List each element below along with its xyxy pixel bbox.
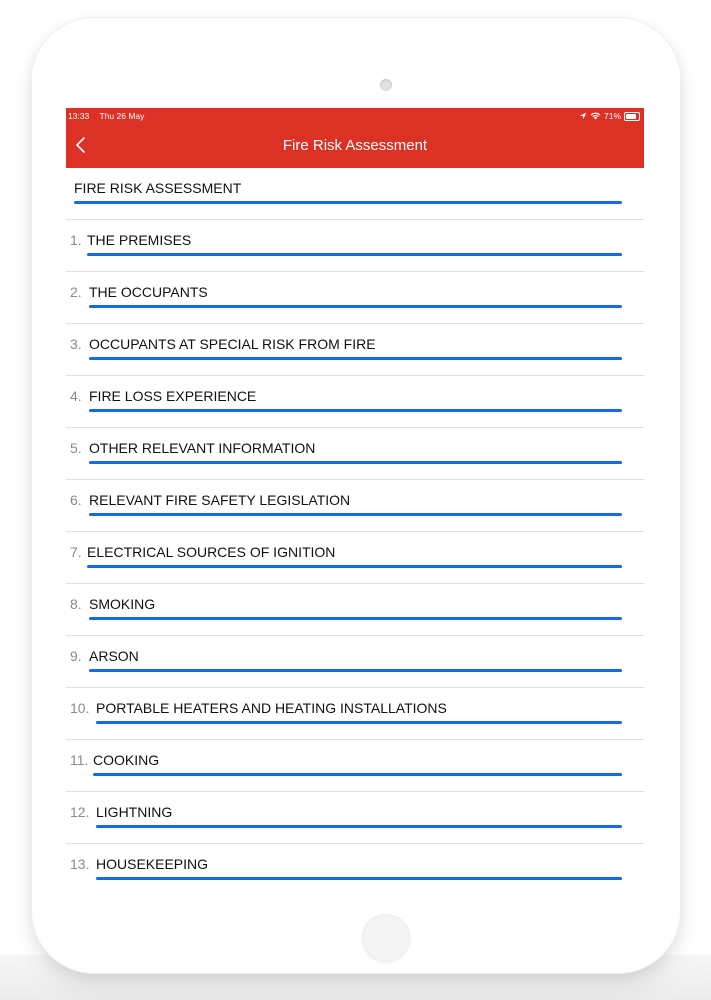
section-number: 8. xyxy=(70,596,82,612)
section-number: 4. xyxy=(70,388,82,404)
section-label: SMOKING xyxy=(89,596,156,612)
section-underline xyxy=(74,201,622,204)
section-label: FIRE LOSS EXPERIENCE xyxy=(89,388,257,404)
section-row[interactable] xyxy=(66,688,644,740)
section-row[interactable] xyxy=(66,480,644,532)
section-label: HOUSEKEEPING xyxy=(96,856,209,872)
status-date: Thu 26 May xyxy=(99,111,145,121)
section-row[interactable] xyxy=(66,272,644,324)
section-label: ARSON xyxy=(89,648,139,664)
section-underline xyxy=(87,565,622,568)
section-underline xyxy=(96,825,622,828)
section-label: THE OCCUPANTS xyxy=(89,284,208,300)
section-number: 5. xyxy=(70,440,82,456)
section-row[interactable] xyxy=(66,532,644,584)
section-number: 9. xyxy=(70,648,82,664)
status-bar xyxy=(66,108,644,124)
status-time: 13:33 xyxy=(68,111,90,121)
section-row[interactable] xyxy=(66,168,644,220)
section-underline xyxy=(89,409,622,412)
section-number: 12. xyxy=(70,804,90,820)
section-label: PORTABLE HEATERS AND HEATING INSTALLATIONS xyxy=(96,700,447,716)
section-row[interactable] xyxy=(66,584,644,636)
section-row[interactable] xyxy=(66,324,644,376)
section-label: RELEVANT FIRE SAFETY LEGISLATION xyxy=(89,492,351,508)
section-number: 3. xyxy=(70,336,82,352)
section-number: 7. xyxy=(70,544,82,560)
section-underline xyxy=(89,669,622,672)
section-number: 11. xyxy=(70,752,89,768)
section-label: LIGHTNING xyxy=(96,804,173,820)
section-underline xyxy=(89,357,622,360)
section-label: ELECTRICAL SOURCES OF IGNITION xyxy=(87,544,336,560)
section-number: 2. xyxy=(70,284,82,300)
location-arrow-icon xyxy=(579,112,587,120)
section-underline xyxy=(89,617,622,620)
section-label: OTHER RELEVANT INFORMATION xyxy=(89,440,316,456)
section-number: 6. xyxy=(70,492,82,508)
section-underline xyxy=(96,877,622,880)
section-underline xyxy=(89,305,622,308)
section-row[interactable] xyxy=(66,844,644,888)
section-label: THE PREMISES xyxy=(87,232,192,248)
section-row[interactable] xyxy=(66,636,644,688)
home-button[interactable] xyxy=(362,914,410,962)
app-screen xyxy=(66,108,644,888)
section-number: 10. xyxy=(70,700,90,716)
wifi-icon xyxy=(590,112,601,120)
section-underline xyxy=(93,773,622,776)
section-row[interactable] xyxy=(66,376,644,428)
section-underline xyxy=(89,461,622,464)
section-row[interactable] xyxy=(66,220,644,272)
page-title: Fire Risk Assessment xyxy=(282,137,428,154)
section-underline xyxy=(89,513,622,516)
section-number: 13. xyxy=(70,856,90,872)
section-row[interactable] xyxy=(66,792,644,844)
camera-dot xyxy=(380,79,392,91)
section-underline xyxy=(87,253,622,256)
battery-percent: 71% xyxy=(603,111,621,121)
section-list xyxy=(66,168,644,888)
section-label: OCCUPANTS AT SPECIAL RISK FROM FIRE xyxy=(89,336,376,352)
section-label: COOKING xyxy=(93,752,160,768)
section-number: 1. xyxy=(70,232,82,248)
section-label: FIRE RISK ASSESSMENT xyxy=(74,180,242,196)
section-row[interactable] xyxy=(66,740,644,792)
section-underline xyxy=(96,721,622,724)
battery-icon xyxy=(624,112,640,121)
section-row[interactable] xyxy=(66,428,644,480)
nav-bar xyxy=(66,124,644,168)
